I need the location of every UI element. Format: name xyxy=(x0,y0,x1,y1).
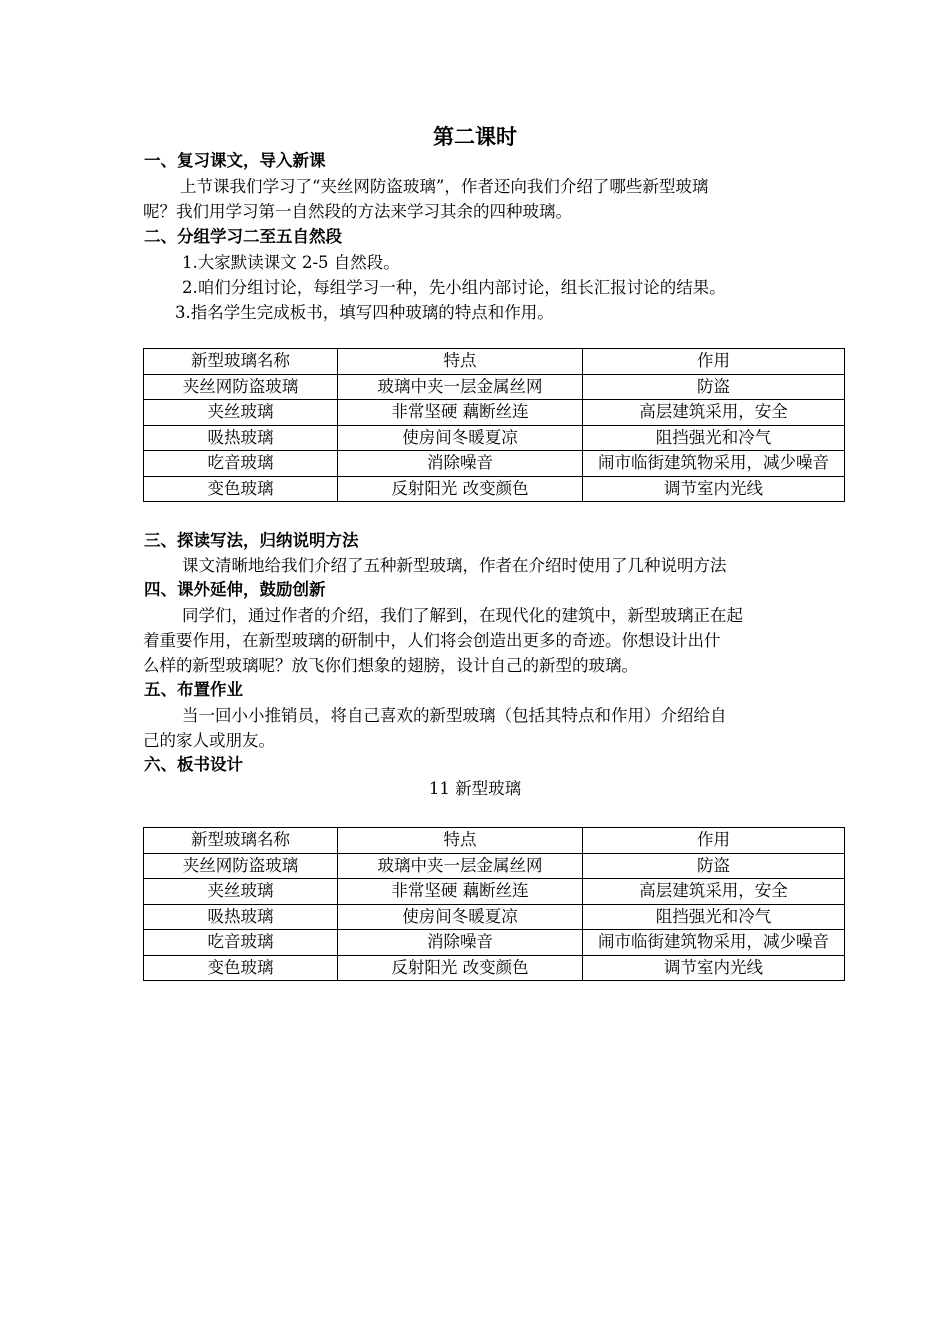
table-row xyxy=(144,400,845,426)
page-title: 第二课时 xyxy=(433,125,517,149)
table-cell: 夹丝玻璃 xyxy=(144,879,338,905)
table-cell: 阻挡强光和冷气 xyxy=(583,425,845,451)
table-cell: 阻挡强光和冷气 xyxy=(583,904,845,930)
table-row xyxy=(144,930,845,956)
header-cell: 作用 xyxy=(583,349,845,375)
table-cell: 高层建筑采用，安全 xyxy=(583,400,845,426)
table-cell: 闹市临街建筑物采用，减少噪音 xyxy=(583,930,845,956)
table-cell: 反射阳光 改变颜色 xyxy=(338,476,583,502)
table-cell: 调节室内光线 xyxy=(583,955,845,981)
section-4-line-2: 着重要作用，在新型玻璃的研制中，人们将会创造出更多的奇迹。你想设计出什 xyxy=(143,631,721,650)
section-5-heading: 五、布置作业 xyxy=(144,680,243,699)
table-cell: 吃音玻璃 xyxy=(144,930,338,956)
section-4-line-3: 么样的新型玻璃呢？放飞你们想象的翅膀，设计自己的新型的玻璃。 xyxy=(143,656,638,675)
table-row xyxy=(144,451,845,477)
header-cell: 特点 xyxy=(338,349,583,375)
table-cell: 使房间冬暖夏凉 xyxy=(338,425,583,451)
table-cell: 玻璃中夹一层金属丝网 xyxy=(338,374,583,400)
section-4-heading: 四、课外延伸，鼓励创新 xyxy=(144,580,326,599)
table-cell: 使房间冬暖夏凉 xyxy=(338,904,583,930)
section-6-heading: 六、板书设计 xyxy=(144,755,243,774)
header-cell: 新型玻璃名称 xyxy=(144,349,338,375)
table-row xyxy=(144,955,845,981)
table-cell: 夹丝玻璃 xyxy=(144,400,338,426)
table-cell: 反射阳光 改变颜色 xyxy=(338,955,583,981)
section-1-heading: 一、复习课文，导入新课 xyxy=(144,151,326,170)
table-cell: 调节室内光线 xyxy=(583,476,845,502)
table-cell: 吸热玻璃 xyxy=(144,904,338,930)
section-2-item-1: 1.大家默读课文 2-5 自然段。 xyxy=(182,253,400,272)
table-row xyxy=(144,425,845,451)
section-3-line-1: 课文清晰地给我们介绍了五种新型玻璃，作者在介绍时使用了几种说明方法 xyxy=(182,556,727,575)
glass-table-1 xyxy=(143,348,845,502)
section-2-item-2: 2.咱们分组讨论，每组学习一种，先小组内部讨论，组长汇报讨论的结果。 xyxy=(182,278,726,297)
glass-table-2 xyxy=(143,827,845,981)
table-cell: 玻璃中夹一层金属丝网 xyxy=(338,853,583,879)
table-cell: 闹市临街建筑物采用，减少噪音 xyxy=(583,451,845,477)
table-cell: 非常坚硬 藕断丝连 xyxy=(338,879,583,905)
section-5-line-1: 当一回小小推销员，将自己喜欢的新型玻璃（包括其特点和作用）介绍给自 xyxy=(182,706,727,725)
table-cell: 消除噪音 xyxy=(338,930,583,956)
table-cell: 非常坚硬 藕断丝连 xyxy=(338,400,583,426)
table-header-row xyxy=(144,828,845,854)
table-cell: 消除噪音 xyxy=(338,451,583,477)
table-cell: 吃音玻璃 xyxy=(144,451,338,477)
table-cell: 变色玻璃 xyxy=(144,955,338,981)
table-header-row xyxy=(144,349,845,375)
header-cell: 新型玻璃名称 xyxy=(144,828,338,854)
section-5-line-2: 己的家人或朋友。 xyxy=(143,731,275,750)
table-cell: 防盗 xyxy=(583,853,845,879)
section-4-line-1: 同学们，通过作者的介绍，我们了解到，在现代化的建筑中，新型玻璃正在起 xyxy=(182,606,743,625)
table-cell: 变色玻璃 xyxy=(144,476,338,502)
table-row xyxy=(144,476,845,502)
table-row xyxy=(144,879,845,905)
table-cell: 高层建筑采用，安全 xyxy=(583,879,845,905)
table-cell: 防盗 xyxy=(583,374,845,400)
section-1-line-1: 上节课我们学习了“夹丝网防盗玻璃”，作者还向我们介绍了哪些新型玻璃 xyxy=(180,177,709,196)
header-cell: 作用 xyxy=(583,828,845,854)
table-row xyxy=(144,904,845,930)
section-1-line-2: 呢？我们用学习第一自然段的方法来学习其余的四种玻璃。 xyxy=(143,202,572,221)
table-cell: 夹丝网防盗玻璃 xyxy=(144,374,338,400)
header-cell: 特点 xyxy=(338,828,583,854)
section-2-heading: 二、分组学习二至五自然段 xyxy=(144,227,342,246)
board-title: 11 新型玻璃 xyxy=(428,779,522,798)
table-row xyxy=(144,374,845,400)
section-3-heading: 三、探读写法，归纳说明方法 xyxy=(144,531,359,550)
section-2-item-3: 3.指名学生完成板书，填写四种玻璃的特点和作用。 xyxy=(175,303,554,322)
table-cell: 吸热玻璃 xyxy=(144,425,338,451)
table-cell: 夹丝网防盗玻璃 xyxy=(144,853,338,879)
table-row xyxy=(144,853,845,879)
